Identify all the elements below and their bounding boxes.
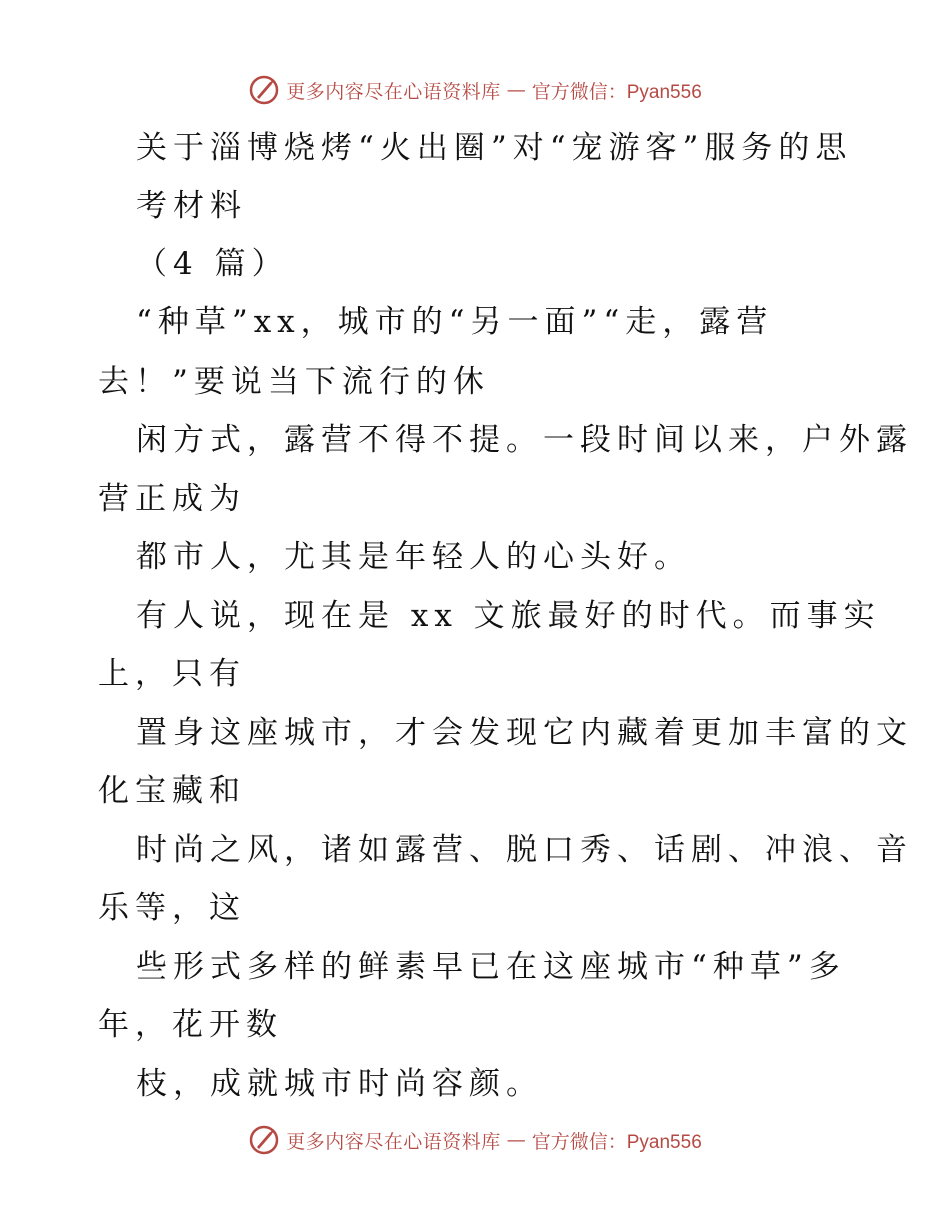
paragraph-line: 置身这座城市，才会发现它内藏着更加丰富的文: [136, 715, 913, 751]
header-banner: [0, 70, 950, 110]
paragraph-line: 都市人，尤其是年轻人的心头好。: [136, 539, 691, 575]
paragraph-line: 营正成为: [98, 481, 246, 517]
paragraph-line: “种草”xx，城市的“另一面”“走，露营: [136, 304, 774, 340]
banner-site-text: 更多内容尽在心语资料库: [286, 1130, 501, 1153]
paragraph-line: 化宝藏和: [98, 773, 246, 809]
quill-logo-icon: [248, 1124, 280, 1156]
title-line-1: 关于淄博烧烤“火出圈”对“宠游客”服务的思: [136, 130, 853, 166]
banner-site-text: 更多内容尽在心语资料库: [286, 80, 501, 103]
paragraph-line: 闲方式，露营不得不提。一段时间以来，户外露: [136, 422, 913, 458]
banner-contact: 官方微信：Pyan556: [531, 81, 702, 103]
paragraph-line: 去！”要说当下流行的休: [98, 364, 490, 400]
banner-dash: —: [506, 1129, 526, 1151]
title-line-2: 考材料: [136, 188, 247, 224]
paragraph-line: 些形式多样的鲜素早已在这座城市“种草”多: [136, 949, 846, 985]
paragraph-line: 年，花开数: [98, 1007, 283, 1043]
paragraph-line: 时尚之风，诸如露营、脱口秀、话剧、冲浪、音: [136, 832, 913, 868]
footer-banner: [0, 1120, 950, 1160]
quill-logo-icon: [248, 74, 280, 106]
paragraph-line: 枝，成就城市时尚容颜。: [136, 1066, 543, 1102]
paragraph-line: 有人说，现在是 xx 文旅最好的时代。而事实: [136, 598, 881, 634]
subtitle-count: （4 篇）: [136, 246, 289, 282]
paragraph-line: 乐等，这: [98, 890, 246, 926]
banner-contact: 官方微信：Pyan556: [531, 1131, 702, 1153]
banner-dash: —: [506, 79, 526, 101]
paragraph-line: 上，只有: [98, 656, 246, 692]
